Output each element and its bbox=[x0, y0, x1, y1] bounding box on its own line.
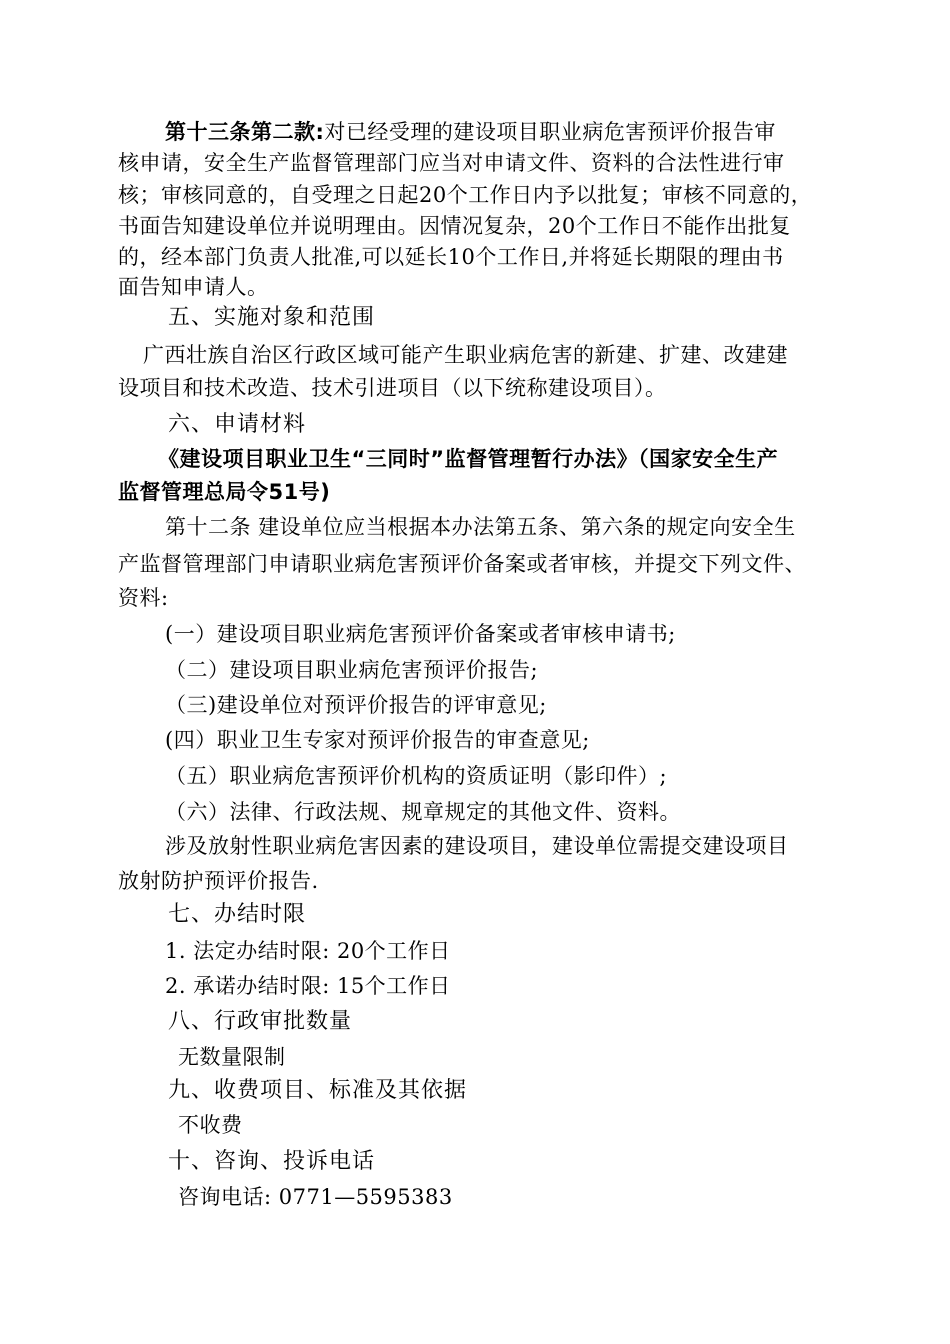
promised-time-limit: 2. 承诺办结时限: 15个工作日 bbox=[165, 974, 451, 998]
material-item-1: (一）建设项目职业病危害预评价备案或者审核申请书; bbox=[165, 622, 676, 646]
material-item-3: （三)建设单位对预评价报告的评审意见; bbox=[165, 693, 547, 717]
article12-line3: 资料: bbox=[118, 586, 169, 610]
radiation-note-line1: 涉及放射性职业病危害因素的建设项目，建设单位需提交建设项目 bbox=[165, 834, 789, 858]
article12-line1: 第十二条 建设单位应当根据本办法第五条、第六条的规定向安全生 bbox=[165, 515, 796, 539]
article13-text-line2: 核申请，安全生产监督管理部门应当对申请文件、资料的合法性进行审 bbox=[118, 151, 785, 175]
section10-heading: 十、咨询、投诉电话 bbox=[168, 1149, 376, 1174]
article13-text-line6: 面告知申请人。 bbox=[118, 275, 269, 299]
material-item-6: （六）法律、行政法规、规章规定的其他文件、资料。 bbox=[165, 800, 681, 824]
article13-label: 第十三条第二款: bbox=[165, 120, 325, 144]
section6-heading: 六、申请材料 bbox=[168, 412, 307, 437]
material-item-4: (四）职业卫生专家对预评价报告的审查意见; bbox=[165, 728, 590, 752]
material-item-2: （二）建设项目职业病危害预评价报告; bbox=[165, 658, 539, 682]
section5-heading: 五、实施对象和范围 bbox=[168, 305, 376, 330]
approval-quantity-text: 无数量限制 bbox=[178, 1045, 286, 1069]
radiation-note-line2: 放射防护预评价报告. bbox=[118, 869, 319, 893]
fee-text: 不收费 bbox=[178, 1113, 243, 1137]
section8-heading: 八、行政审批数量 bbox=[168, 1009, 353, 1034]
article13-first-line bbox=[165, 117, 776, 147]
statutory-time-limit: 1. 法定办结时限: 20个工作日 bbox=[165, 939, 451, 963]
material-item-5: （五）职业病危害预评价机构的资质证明（影印件）; bbox=[165, 764, 668, 788]
law-title-line2: 监督管理总局令51号) bbox=[118, 480, 331, 504]
section5-text-line1: 广西壮族自治区行政区域可能产生职业病危害的新建、扩建、改建建 bbox=[143, 343, 788, 367]
article13-text-line5: 的，经本部门负责人批准,可以延长10个工作日,并将延长期限的理由书 bbox=[118, 245, 784, 269]
article13-text-line3: 核；审核同意的，自受理之日起20个工作日内予以批复；审核不同意的， bbox=[118, 183, 813, 207]
article13-text-line1: 对已经受理的建设项目职业病危害预评价报告审 bbox=[324, 120, 776, 144]
law-title-line1: 《建设项目职业卫生“三同时”监督管理暂行办法》（国家安全生产 bbox=[158, 447, 779, 471]
article13-text-line4: 书面告知建设单位并说明理由。因情况复杂，20个工作日不能作出批复 bbox=[118, 214, 791, 238]
consultation-phone: 咨询电话: 0771—5595383 bbox=[178, 1185, 453, 1209]
article12-line2: 产监督管理部门申请职业病危害预评价备案或者审核，并提交下列文件、 bbox=[118, 552, 806, 576]
section7-heading: 七、办结时限 bbox=[168, 902, 307, 927]
section9-heading: 九、收费项目、标准及其依据 bbox=[168, 1078, 468, 1103]
section5-text-line2: 设项目和技术改造、技术引进项目（以下统称建设项目）。 bbox=[118, 376, 667, 400]
